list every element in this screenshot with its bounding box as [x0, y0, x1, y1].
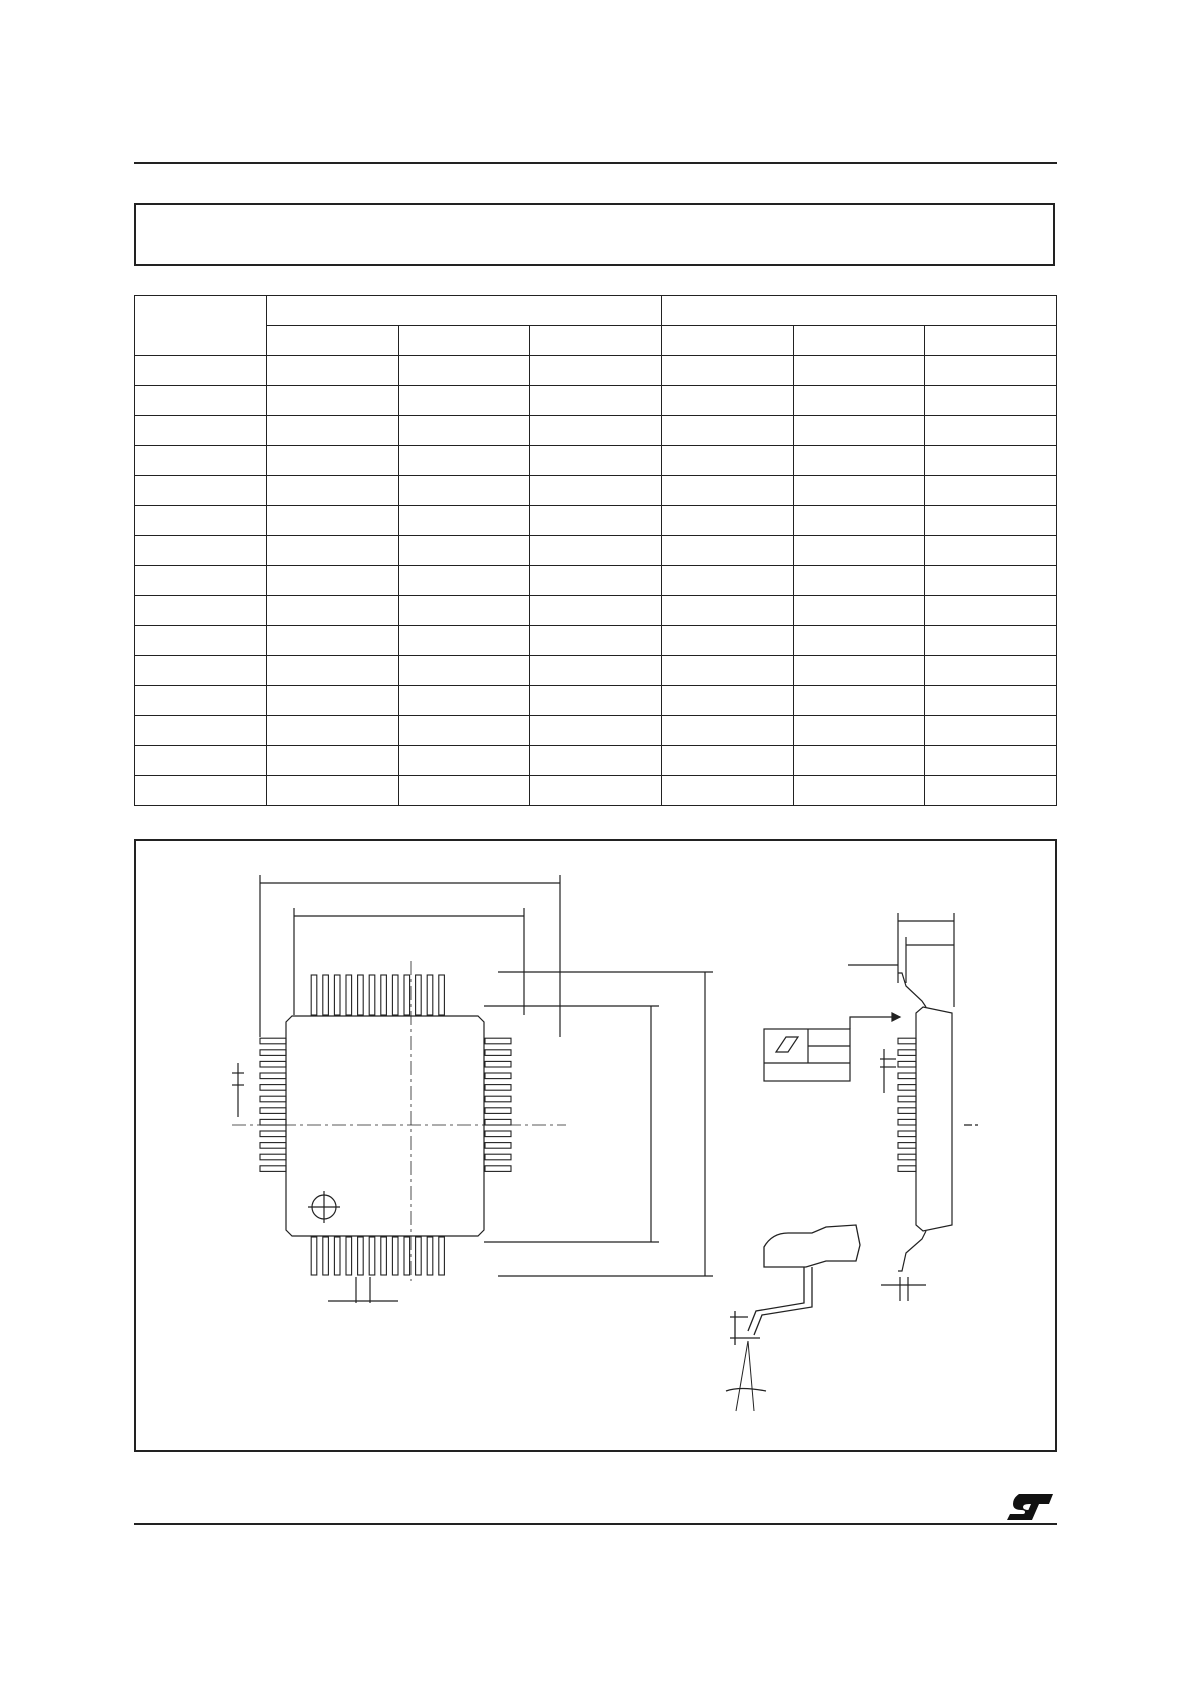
lead-bottom: [311, 1237, 317, 1275]
table-cell: [793, 716, 925, 746]
lead-right: [485, 1050, 511, 1056]
table-row: [135, 476, 1057, 506]
table-row-symbol: [135, 356, 267, 386]
lead-bottom: [427, 1237, 433, 1275]
lead-bottom: [323, 1237, 329, 1275]
table-cell: [267, 716, 399, 746]
table-cell: [793, 506, 925, 536]
lead-side: [898, 1119, 916, 1125]
footer-rule: [134, 1523, 1057, 1525]
table-cell: [925, 536, 1057, 566]
table-cell: [925, 626, 1057, 656]
table-row: [135, 566, 1057, 596]
table-cell: [530, 416, 662, 446]
lead-bottom: [381, 1237, 387, 1275]
table-cell: [925, 656, 1057, 686]
lead-detail-body: [764, 1225, 860, 1267]
table-cell: [661, 776, 793, 806]
table-cell: [530, 446, 662, 476]
table-group-header-row: [135, 296, 1057, 326]
lead-top: [346, 975, 352, 1015]
lead-right: [485, 1038, 511, 1044]
lead-side: [898, 1050, 916, 1056]
lead-bottom: [334, 1237, 340, 1275]
table-cell: [925, 776, 1057, 806]
table-row-symbol: [135, 716, 267, 746]
table-cell: [398, 416, 530, 446]
lead-top: [392, 975, 398, 1015]
table-cell: [793, 626, 925, 656]
table-cell: [398, 386, 530, 416]
table-cell: [398, 566, 530, 596]
lead-side-profile-bottom: [898, 1231, 926, 1271]
lead-right: [485, 1073, 511, 1079]
table-cell: [398, 596, 530, 626]
table-row: [135, 386, 1057, 416]
table-column-header: [530, 326, 662, 356]
lead-left: [260, 1073, 286, 1079]
table-cell: [267, 746, 399, 776]
table-cell: [398, 506, 530, 536]
table-cell: [661, 656, 793, 686]
table-row: [135, 776, 1057, 806]
lead-left: [260, 1119, 286, 1125]
table-cell: [661, 716, 793, 746]
lead-top: [311, 975, 317, 1015]
table-cell: [925, 596, 1057, 626]
table-row-symbol: [135, 386, 267, 416]
table-cell: [530, 746, 662, 776]
table-cell: [530, 686, 662, 716]
table-cell: [530, 656, 662, 686]
table-cell: [530, 386, 662, 416]
lead-left: [260, 1131, 286, 1137]
package-drawing-frame: [134, 839, 1057, 1452]
table-cell: [925, 356, 1057, 386]
table-cell: [925, 506, 1057, 536]
table-cell: [661, 416, 793, 446]
lead-top: [439, 975, 445, 1015]
table-row: [135, 626, 1057, 656]
table-cell: [398, 626, 530, 656]
lead-right: [485, 1108, 511, 1114]
table-cell: [925, 386, 1057, 416]
table-cell: [793, 386, 925, 416]
table-cell: [530, 716, 662, 746]
table-cell: [530, 596, 662, 626]
table-column-header-row: [135, 326, 1057, 356]
table-cell: [267, 536, 399, 566]
lead-bottom: [369, 1237, 375, 1275]
table-cell: [661, 746, 793, 776]
table-corner-header: [135, 296, 267, 356]
lead-left: [260, 1050, 286, 1056]
lead-top: [369, 975, 375, 1015]
table-row-symbol: [135, 536, 267, 566]
table-cell: [793, 536, 925, 566]
table-row: [135, 596, 1057, 626]
table-row: [135, 416, 1057, 446]
table-cell: [398, 686, 530, 716]
table-row: [135, 536, 1057, 566]
table-cell: [793, 596, 925, 626]
lead-right: [485, 1131, 511, 1137]
table-column-header: [925, 326, 1057, 356]
table-cell: [398, 446, 530, 476]
st-logo-icon: [1005, 1490, 1057, 1524]
table-cell: [661, 686, 793, 716]
table-cell: [398, 716, 530, 746]
table-row-symbol: [135, 626, 267, 656]
lead-top: [323, 975, 329, 1015]
lead-side: [898, 1154, 916, 1160]
lead-bottom: [346, 1237, 352, 1275]
table-cell: [793, 746, 925, 776]
lead-side: [898, 1096, 916, 1102]
lead-top: [404, 975, 410, 1015]
table-cell: [925, 746, 1057, 776]
table-cell: [661, 386, 793, 416]
lead-top: [358, 975, 364, 1015]
table-cell: [267, 566, 399, 596]
table-cell: [661, 506, 793, 536]
lead-left: [260, 1038, 286, 1044]
table-cell: [661, 356, 793, 386]
lead-side: [898, 1143, 916, 1149]
lead-left: [260, 1061, 286, 1067]
table-row-symbol: [135, 476, 267, 506]
lead-right: [485, 1085, 511, 1091]
table-row-symbol: [135, 566, 267, 596]
lead-side: [898, 1038, 916, 1044]
table-row-symbol: [135, 656, 267, 686]
table-cell: [398, 656, 530, 686]
lead-bottom: [358, 1237, 364, 1275]
table-column-header: [661, 326, 793, 356]
table-cell: [925, 446, 1057, 476]
table-cell: [267, 446, 399, 476]
table-row-symbol: [135, 446, 267, 476]
table-cell: [661, 566, 793, 596]
table-cell: [793, 776, 925, 806]
table-cell: [530, 476, 662, 506]
table-row-symbol: [135, 596, 267, 626]
package-body-top-view: [286, 1016, 484, 1236]
table-cell: [793, 476, 925, 506]
lead-side: [898, 1131, 916, 1137]
table-cell: [267, 596, 399, 626]
table-cell: [793, 356, 925, 386]
table-cell: [793, 566, 925, 596]
lead-bottom: [416, 1237, 422, 1275]
table-cell: [530, 356, 662, 386]
table-group-header: [267, 296, 662, 326]
table-cell: [793, 416, 925, 446]
table-row: [135, 716, 1057, 746]
header-rule: [134, 162, 1057, 164]
table-cell: [267, 656, 399, 686]
lead-side: [898, 1166, 916, 1172]
package-outline-drawing: [136, 841, 1055, 1450]
table-cell: [661, 476, 793, 506]
table-cell: [530, 506, 662, 536]
table-row-symbol: [135, 506, 267, 536]
lead-side: [898, 1085, 916, 1091]
lead-top: [381, 975, 387, 1015]
lead-right: [485, 1166, 511, 1172]
table-cell: [793, 656, 925, 686]
lead-left: [260, 1096, 286, 1102]
table-cell: [530, 536, 662, 566]
lead-right: [485, 1119, 511, 1125]
tolerance-frame: [764, 1029, 850, 1081]
table-cell: [267, 476, 399, 506]
table-cell: [925, 686, 1057, 716]
table-cell: [925, 716, 1057, 746]
lead-right: [485, 1096, 511, 1102]
table-cell: [530, 566, 662, 596]
table-row: [135, 356, 1057, 386]
lead-side: [898, 1073, 916, 1079]
lead-right: [485, 1061, 511, 1067]
table-column-header: [793, 326, 925, 356]
table-row: [135, 746, 1057, 776]
table-row-symbol: [135, 776, 267, 806]
lead-right: [485, 1154, 511, 1160]
table-cell: [267, 356, 399, 386]
table-row: [135, 656, 1057, 686]
package-body-side-view: [916, 1007, 952, 1231]
table-group-header: [661, 296, 1056, 326]
table-cell: [530, 776, 662, 806]
lead-left: [260, 1166, 286, 1172]
table-cell: [398, 536, 530, 566]
table-cell: [398, 356, 530, 386]
table-cell: [661, 446, 793, 476]
lead-right: [485, 1143, 511, 1149]
flatness-symbol: [776, 1037, 798, 1052]
table-cell: [925, 476, 1057, 506]
lead-left: [260, 1154, 286, 1160]
dimension-table: [134, 295, 1057, 806]
lead-bottom: [392, 1237, 398, 1275]
table-row: [135, 686, 1057, 716]
lead-left: [260, 1143, 286, 1149]
lead-bottom: [404, 1237, 410, 1275]
table-cell: [793, 446, 925, 476]
table-cell: [267, 386, 399, 416]
lead-left: [260, 1108, 286, 1114]
table-title-box: [134, 203, 1055, 266]
lead-top: [334, 975, 340, 1015]
table-row-symbol: [135, 686, 267, 716]
st-logo: [1005, 1490, 1057, 1529]
table-cell: [267, 416, 399, 446]
table-cell: [398, 746, 530, 776]
lead-detail-profile: [748, 1267, 804, 1331]
table-cell: [398, 776, 530, 806]
table-cell: [925, 566, 1057, 596]
table-column-header: [267, 326, 399, 356]
table-row: [135, 506, 1057, 536]
lead-side-profile-top: [898, 973, 926, 1007]
table-cell: [661, 626, 793, 656]
table-cell: [793, 686, 925, 716]
table-cell: [661, 596, 793, 626]
table-cell: [661, 536, 793, 566]
table-cell: [530, 626, 662, 656]
table-cell: [267, 776, 399, 806]
table-cell: [267, 506, 399, 536]
table-cell: [925, 416, 1057, 446]
lead-top: [416, 975, 422, 1015]
lead-side: [898, 1108, 916, 1114]
table-cell: [398, 476, 530, 506]
table-row: [135, 446, 1057, 476]
table-column-header: [398, 326, 530, 356]
table-row-symbol: [135, 746, 267, 776]
lead-bottom: [439, 1237, 445, 1275]
table-row-symbol: [135, 416, 267, 446]
lead-side: [898, 1061, 916, 1067]
lead-top: [427, 975, 433, 1015]
lead-left: [260, 1085, 286, 1091]
table-cell: [267, 626, 399, 656]
table-cell: [267, 686, 399, 716]
